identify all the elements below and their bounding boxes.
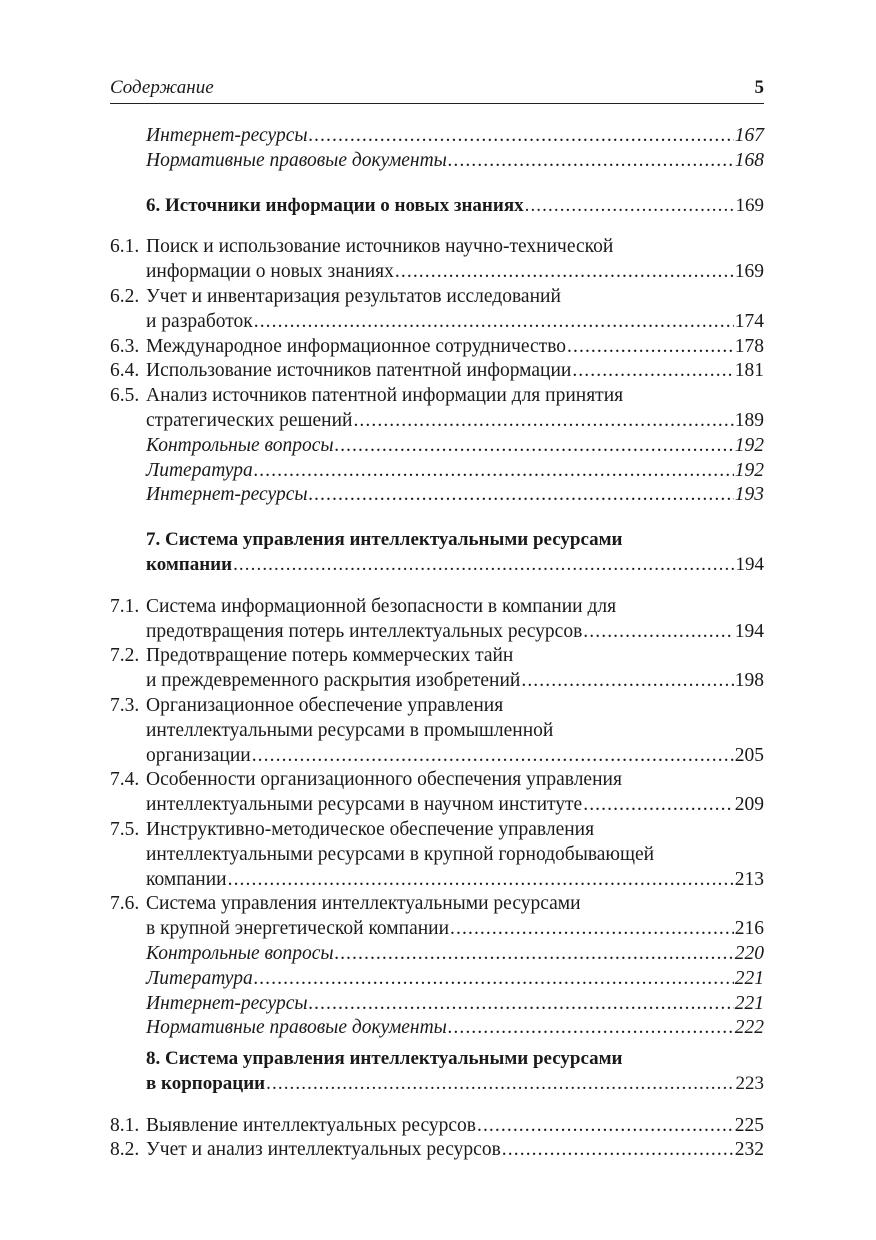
chapter-title: в корпорации bbox=[146, 1072, 266, 1094]
page-number: 5 bbox=[754, 77, 764, 98]
leader-dots bbox=[266, 1072, 734, 1097]
section-title-line: и разработок bbox=[146, 310, 253, 332]
section-entry bbox=[110, 1138, 764, 1163]
chapter-heading bbox=[110, 528, 764, 578]
section-title-line: предотвращения потерь интеллектуальных ресурсов bbox=[146, 620, 583, 642]
chapter-5-tail bbox=[110, 124, 764, 174]
toc-entry-page: 168 bbox=[734, 149, 764, 171]
chapter-7-sections bbox=[110, 595, 764, 1041]
section-title-line: Система управления интеллектуальными ресурсами bbox=[146, 893, 581, 915]
toc-entry bbox=[110, 124, 764, 149]
toc-entry-page: 220 bbox=[734, 942, 764, 964]
section-page: 232 bbox=[734, 1139, 764, 1161]
leader-dots bbox=[450, 917, 734, 942]
section-page: 216 bbox=[734, 918, 764, 940]
section-entry bbox=[110, 595, 764, 645]
leader-dots bbox=[502, 1138, 734, 1163]
section-page: 198 bbox=[734, 670, 764, 692]
chapter-title: 7. Система управления интеллектуальными ресурсами bbox=[146, 529, 623, 551]
section-entry bbox=[110, 818, 764, 892]
section-page: 169 bbox=[734, 261, 764, 283]
toc-entry bbox=[110, 992, 764, 1017]
section-title-line: Система информационной безопасности в компании для bbox=[146, 595, 617, 617]
chapter-heading bbox=[110, 194, 764, 219]
toc-entry-page: 192 bbox=[734, 459, 764, 481]
leader-dots bbox=[448, 1016, 734, 1041]
leader-dots bbox=[309, 992, 734, 1017]
section-title-line: Учет и инвентаризация результатов исследований bbox=[146, 285, 561, 307]
leader-dots bbox=[254, 310, 734, 335]
section-entry bbox=[110, 694, 764, 768]
chapter-page: 194 bbox=[735, 553, 764, 575]
chapter-title: 8. Система управления интеллектуальными ресурсами bbox=[146, 1048, 623, 1070]
toc-entry bbox=[110, 459, 764, 484]
section-entry bbox=[110, 1114, 764, 1139]
chapter-title: компании bbox=[146, 553, 233, 575]
section-page: 178 bbox=[734, 335, 764, 357]
section-number: 8.2. bbox=[110, 1139, 140, 1161]
toc-entry bbox=[110, 434, 764, 459]
section-number: 7.3. bbox=[110, 694, 140, 716]
section-title-line: информации о новых знаниях bbox=[146, 261, 394, 283]
toc-entry-title: Контрольные вопросы bbox=[146, 942, 334, 964]
section-title-line: интеллектуальными ресурсами в крупной горнодобывающей bbox=[146, 843, 655, 865]
leader-dots bbox=[525, 194, 735, 219]
leader-dots bbox=[477, 1114, 734, 1139]
toc-entry bbox=[110, 483, 764, 508]
leader-dots bbox=[233, 553, 734, 578]
section-title-line: Особенности организационного обеспечения управления bbox=[146, 769, 622, 791]
leader-dots bbox=[309, 124, 734, 149]
toc-entry-title: Интернет-ресурсы bbox=[146, 992, 308, 1014]
toc-entry-page: 222 bbox=[734, 1017, 764, 1039]
section-title-line: Поиск и использование источников научно-технической bbox=[146, 236, 614, 258]
toc-entry bbox=[110, 1016, 764, 1041]
leader-dots bbox=[395, 260, 734, 285]
section-number: 7.5. bbox=[110, 818, 140, 840]
section-number: 6.2. bbox=[110, 285, 140, 307]
section-title-line: и преждевременного раскрытия изобретений bbox=[146, 670, 521, 692]
section-entry bbox=[110, 335, 764, 360]
chapter-6 bbox=[110, 194, 764, 219]
section-number: 7.6. bbox=[110, 893, 140, 915]
section-number: 6.5. bbox=[110, 385, 140, 407]
section-number: 6.4. bbox=[110, 360, 140, 382]
chapter-6-sections bbox=[110, 235, 764, 508]
chapter-page: 169 bbox=[735, 194, 764, 216]
toc-entry-title: Нормативные правовые документы bbox=[146, 149, 447, 171]
section-entry bbox=[110, 235, 764, 285]
toc-entry-title: Литература bbox=[146, 967, 253, 989]
section-title-line: Использование источников патентной информации bbox=[146, 360, 572, 382]
toc-entry-page: 221 bbox=[734, 967, 764, 989]
chapter-heading bbox=[110, 1047, 764, 1097]
leader-dots bbox=[567, 335, 734, 360]
section-page: 189 bbox=[734, 409, 764, 431]
chapter-page: 223 bbox=[735, 1072, 764, 1094]
toc-entry-title: Интернет-ресурсы bbox=[146, 484, 308, 506]
chapter-8 bbox=[110, 1047, 764, 1097]
section-page: 205 bbox=[734, 744, 764, 766]
chapter-7 bbox=[110, 528, 764, 578]
section-page: 225 bbox=[734, 1114, 764, 1136]
section-title-line: Выявление интеллектуальных ресурсов bbox=[146, 1114, 476, 1136]
section-title-line: Организационное обеспечение управления bbox=[146, 694, 504, 716]
leader-dots bbox=[521, 669, 733, 694]
leader-dots bbox=[572, 359, 733, 384]
toc-entry-title: Интернет-ресурсы bbox=[146, 125, 308, 146]
toc-entry-title: Контрольные вопросы bbox=[146, 434, 334, 456]
toc-entry-page: 193 bbox=[734, 484, 764, 506]
section-title-line: Учет и анализ интеллектуальных ресурсов bbox=[146, 1139, 501, 1161]
chapter-title: 6. Источники информации о новых знаниях bbox=[146, 194, 524, 216]
section-number: 7.4. bbox=[110, 769, 140, 791]
section-title-line: Предотвращение потерь коммерческих тайн bbox=[146, 645, 514, 667]
toc-entry-page: 167 bbox=[734, 125, 764, 146]
section-entry bbox=[110, 768, 764, 818]
leader-dots bbox=[335, 434, 734, 459]
leader-dots bbox=[309, 483, 734, 508]
toc-entry bbox=[110, 967, 764, 992]
table-of-contents bbox=[110, 124, 764, 1163]
section-title-line: организации bbox=[146, 744, 251, 766]
section-title-line: в крупной энергетической компании bbox=[146, 918, 450, 940]
section-number: 7.2. bbox=[110, 645, 140, 667]
section-title-line: интеллектуальными ресурсами в промышленной bbox=[146, 719, 554, 741]
section-number: 7.1. bbox=[110, 595, 140, 617]
section-title-line: Международное информационное сотрудничество bbox=[146, 335, 567, 357]
toc-entry-page: 221 bbox=[734, 992, 764, 1014]
section-number: 6.1. bbox=[110, 236, 140, 258]
leader-dots bbox=[448, 149, 734, 174]
leader-dots bbox=[583, 620, 733, 645]
leader-dots bbox=[228, 868, 734, 893]
section-page: 213 bbox=[734, 868, 764, 890]
running-header bbox=[110, 76, 764, 104]
book-page bbox=[110, 76, 764, 1163]
section-entry bbox=[110, 644, 764, 694]
toc-entry bbox=[110, 149, 764, 174]
toc-entry-title: Нормативные правовые документы bbox=[146, 1017, 447, 1039]
section-entry bbox=[110, 892, 764, 942]
section-entry bbox=[110, 359, 764, 384]
section-number: 8.1. bbox=[110, 1114, 140, 1136]
section-title-line: интеллектуальными ресурсами в научном институте bbox=[146, 794, 583, 816]
section-entry bbox=[110, 384, 764, 434]
toc-entry-title: Литература bbox=[146, 459, 253, 481]
section-title-line: Инструктивно-методическое обеспечение управления bbox=[146, 818, 595, 840]
leader-dots bbox=[335, 942, 734, 967]
leader-dots bbox=[252, 744, 734, 769]
running-title: Содержание bbox=[110, 77, 214, 98]
section-entry bbox=[110, 285, 764, 335]
toc-entry-page: 192 bbox=[734, 434, 764, 456]
toc-entry bbox=[110, 942, 764, 967]
section-page: 181 bbox=[734, 360, 764, 382]
section-title-line: Анализ источников патентной информации для принятия bbox=[146, 385, 624, 407]
leader-dots bbox=[254, 967, 734, 992]
section-title-line: стратегических решений bbox=[146, 409, 353, 431]
section-number: 6.3. bbox=[110, 335, 140, 357]
leader-dots bbox=[583, 793, 734, 818]
leader-dots bbox=[254, 459, 734, 484]
section-page: 174 bbox=[734, 310, 764, 332]
section-page: 209 bbox=[734, 794, 764, 816]
section-title-line: компании bbox=[146, 868, 227, 890]
leader-dots bbox=[353, 409, 733, 434]
section-page: 194 bbox=[734, 620, 764, 642]
chapter-8-sections bbox=[110, 1114, 764, 1164]
